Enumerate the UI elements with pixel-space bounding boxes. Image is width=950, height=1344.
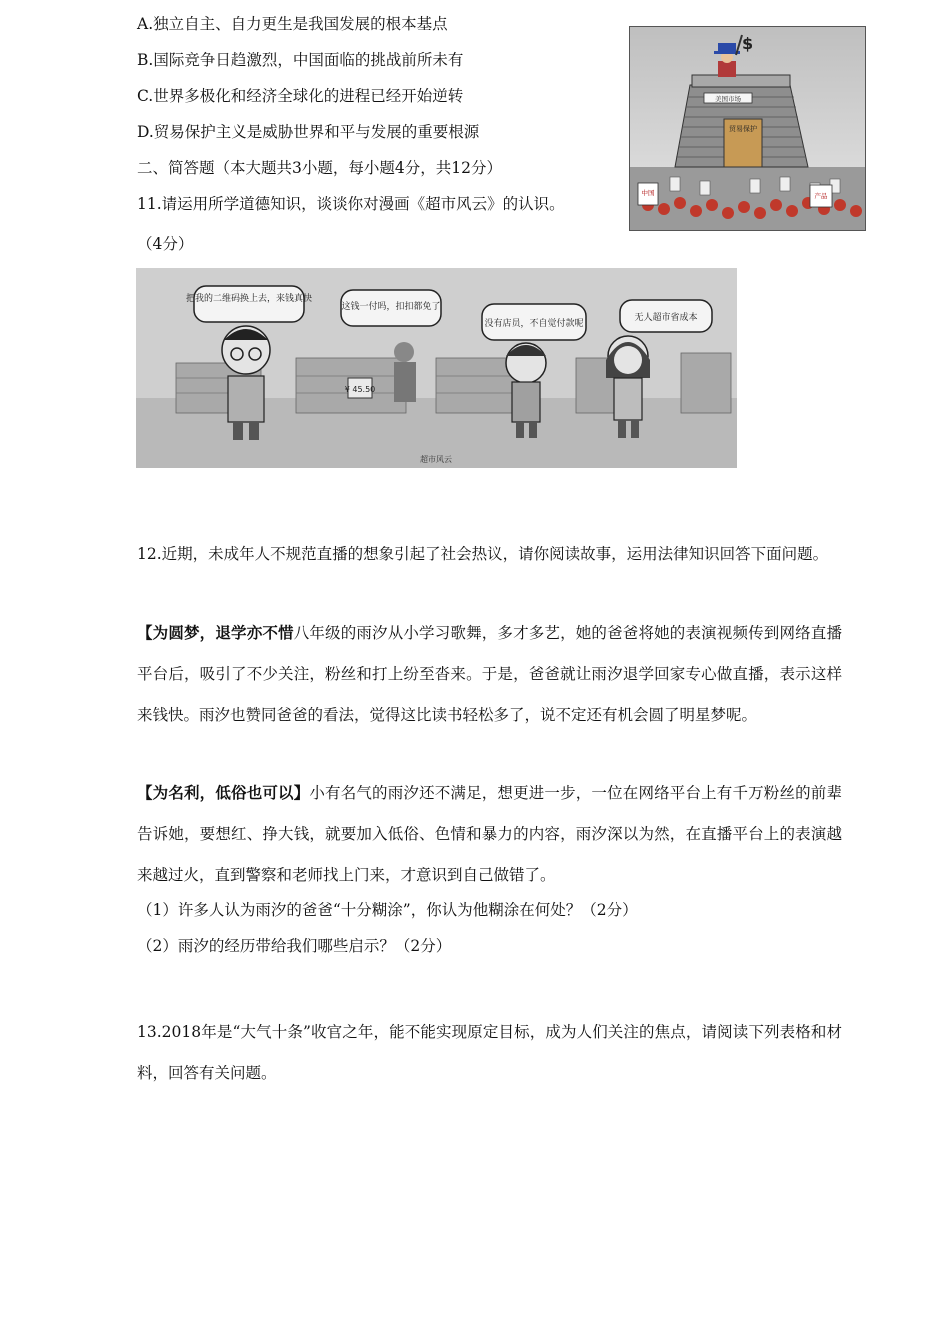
story-2-body: 小有名气的雨汐还不满足，想更进一步，一位在网络平台上有千万粉丝的前辈告诉她，要想红、挣大钱，就要加入低俗、色情和暴力的内容，雨汐深以为然，在直播平台上的表演越来越过火，直到警察和老师找上门来，才意识到自己做错了。 [137, 784, 842, 884]
scanner-text: ¥ 45.50 [344, 385, 376, 394]
option-b: B.国际竞争日趋激烈，中国面临的挑战前所未有 [137, 51, 464, 69]
section-heading: 二、简答题（本大题共3小题，每小题4分，共12分） [137, 159, 502, 177]
question-11: 11.请运用所学道德知识，谈谈你对漫画《超市风云》的认识。 [137, 195, 565, 213]
cartoon-caption: 超市风云 [420, 455, 452, 464]
question-12-sub-1: （1）许多人认为雨汐的爸爸“十分糊涂”，你认为他糊涂在何处？（2分） [137, 901, 638, 919]
supermarket-cartoon [136, 268, 737, 468]
bubble-2: 这钱一付吗，扣扣都免了 [341, 302, 441, 312]
option-a: A.独立自主、自力更生是我国发展的根本基点 [137, 15, 448, 33]
door-label: 贸易保护 [729, 125, 757, 133]
story-1-body: 八年级的雨汐从小学习歌舞，多才多艺，她的爸爸将她的表演视频传到网络直播平台后，吸引了不少关注，粉丝和打上纷至沓来。于是，爸爸就让雨汐退学回家专心做直播，表示这样来钱快。雨汐也赞同爸爸的看法，觉得这比读书轻松多了，说不定还有机会圆了明星梦呢。 [137, 624, 842, 724]
question-12-intro: 12.近期，未成年人不规范直播的想象引起了社会热议，请你阅读故事，运用法律知识回答下面问题。 [137, 545, 829, 563]
trade-cartoon-art [630, 27, 866, 231]
question-12-sub-2: （2）雨汐的经历带给我们哪些启示？（2分） [137, 937, 452, 955]
bubble-3: 没有店员，不自觉付款呢 [484, 319, 584, 329]
sign-right: 产品 [814, 192, 828, 200]
dollar-sign: $ [742, 34, 754, 53]
supermarket-cartoon-art [136, 268, 737, 468]
question-13: 13.2018年是“大气十条”收官之年，能不能实现原定目标，成为人们关注的焦点，请阅读下列表格和材料，回答有关问题。 [137, 1023, 842, 1082]
bubble-1: 把我的二维码换上去，来钱真快 [185, 294, 313, 304]
option-d: D.贸易保护主义是威胁世界和平与发展的重要根源 [137, 123, 480, 141]
question-11-score: （4分） [137, 235, 194, 253]
trade-protection-cartoon [629, 26, 866, 231]
wall-sign: 美国市场 [715, 95, 741, 103]
story-2-title: 【为名利，低俗也可以】 [137, 783, 310, 802]
story-2 [137, 772, 842, 896]
sign-left: 中国 [641, 189, 655, 197]
story-1-title: 【为圆梦，退学亦不惜 [137, 623, 294, 642]
story-1 [137, 612, 842, 736]
option-c: C.世界多极化和经济全球化的进程已经开始逆转 [137, 87, 464, 105]
bubble-4: 无人超市省成本 [634, 313, 698, 323]
